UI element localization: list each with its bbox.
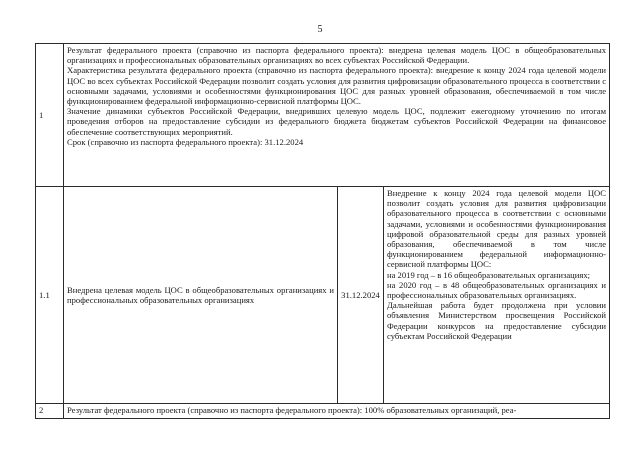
result-paragraph: Результат федерального проекта (справочно из паспорта федерального проекта): внедрена целевая модель ЦОС в общеобразовательных организациях и профессиональных образовательных организациях во всех субъектах Российской Федерации. [67,45,607,66]
row-number: 2 [36,404,64,419]
result-name [64,187,338,404]
result-date: 31.12.2024 [338,187,384,404]
table-row-2 [36,404,610,419]
description-paragraph: Внедрение к концу 2024 года целевой модели ЦОС позволит создать условия для развития цифровизации образовательного процесса в соответствии с основными задачами, условиями и особенностями функционирования цифровой образовательной среды для разных уровней образования, обеспечиваемой в том числе функционированием федеральной информационно-сервисной платформы ЦОС: [387,188,607,270]
characteristic-paragraph: Характеристика результата федерального проекта (справочно из паспорта федерального проекта): внедрение к концу 2024 года целевой модели ЦОС во всех субъектах Российской Федерации позволит создать условия для развития цифровизации образовательного процесса в соответствии с основными задачами, условиями и особенностями функционирования ЦОС для разных уровней образования, обеспечиваемой в том числе функционированием федеральной информационно-сервисной платформы ЦОС. [67,65,607,107]
deadline-paragraph: Срок (справочно из паспорта федерального проекта): 31.12.2024 [67,136,304,147]
result-name-text: Внедрена целевая модель ЦОС в общеобразовательных организациях и профессиональных образовательных организациях [67,284,334,305]
table-row-1 [36,44,610,187]
result-paragraph: Результат федерального проекта (справочно из паспорта федерального проекта): 100% образовательных организаций, реа- [67,405,517,415]
table-row-1-1 [36,187,610,404]
result-description [384,187,610,404]
project-result-block [64,404,610,419]
row-number: 1 [36,44,64,187]
dynamics-paragraph: Значение динамики субъектов Российской Федерации, внедривших целевую модель ЦОС, подлежит ежегодному уточнению по итогам проведения отборов на предоставление субсидии из федерального бюджета бюджетам субъектов Российской Федерации на финансовое обеспечение соответствующих мероприятий. [67,106,607,137]
results-table [35,43,610,419]
project-result-block [64,44,610,187]
row-number: 1.1 [36,187,64,404]
description-paragraph: Дальнейшая работа будет продолжена при условии объявления Министерством просвещения Российской Федерации конкурсов на предоставление субсидии субъектам Российской Федерации [387,300,607,341]
description-paragraph: на 2019 год – в 16 общеобразовательных организациях; [387,269,591,280]
description-paragraph: на 2020 год – в 48 общеобразовательных организациях и профессиональных образовательных организациях. [387,279,607,301]
page-number: 5 [317,24,323,35]
